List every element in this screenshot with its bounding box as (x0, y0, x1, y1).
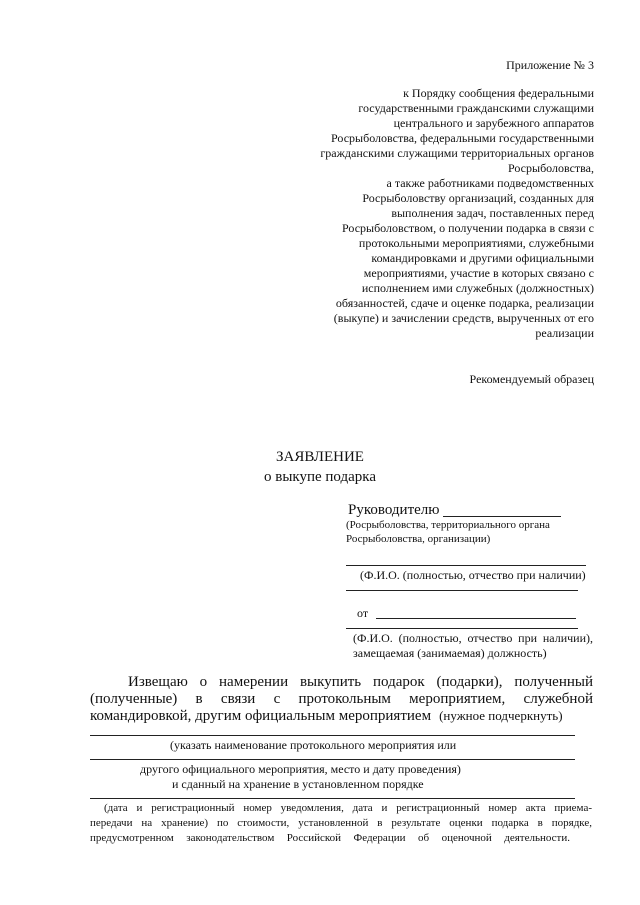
footer-line-2: передачи на хранение) по стоимости, установленной в результате оценки подарка в порядке, (90, 817, 592, 829)
appendix-reference-line: центрального и зарубежного аппаратов (393, 116, 594, 130)
event-input-line-2[interactable] (90, 759, 575, 760)
from-label: от (357, 606, 369, 620)
appendix-reference-line: мероприятиями, участие в которых связано с (363, 266, 594, 280)
appendix-reference-line: к Порядку сообщения федеральными (403, 86, 594, 100)
addressee-hint-2: Росрыболовства, организации) (346, 533, 491, 545)
appendix-reference-line: выполнения задач, поставленных перед (391, 206, 594, 220)
sample-note: Рекомендуемый образец (469, 372, 594, 386)
body-line-3-main: командировкой, другим официальным мероприятием (90, 708, 432, 724)
addressee-input-line[interactable] (443, 516, 561, 517)
fio-position-hint-1: (Ф.И.О. (полностью, отчество при наличии), (353, 631, 593, 645)
body-line-2: (полученные) в связи с протокольным мероприятием, служебной (90, 691, 593, 707)
appendix-reference-line: гражданскими служащими территориальных органов (320, 146, 594, 160)
addressee-hint-1: (Росрыболовства, территориального органа (346, 519, 550, 531)
from-input-line[interactable] (376, 618, 576, 619)
appendix-reference-line: а также работниками подведомственных (386, 176, 594, 190)
appendix-reference-line: протокольными мероприятиями, служебными (358, 236, 594, 250)
from-input-line-2[interactable] (346, 628, 578, 629)
appendix-reference-line: (выкупе) и зачислении средств, вырученных от его (333, 311, 594, 325)
addressee-label: Руководителю (348, 502, 440, 518)
appendix-reference-line: исполнением ими служебных (должностных) (361, 281, 594, 295)
notice-input-line[interactable] (90, 798, 575, 799)
appendix-reference-line: Росрыболовства, федеральными государственными (331, 131, 594, 145)
fio-input-line[interactable] (346, 565, 586, 566)
appendix-reference-line: реализации (535, 326, 594, 340)
fio-position-hint-2: замещаемая (занимаемая) должность) (353, 646, 547, 660)
footer-line-1: (дата и регистрационный номер уведомления, дата и регистрационный номер акта приема- (104, 802, 592, 814)
fio-input-line-2[interactable] (346, 590, 578, 591)
event-hint-3: и сданный на хранение в установленном порядке (172, 777, 424, 791)
body-line-3-note: (нужное подчеркнуть) (439, 708, 563, 723)
appendix-reference-line: государственными гражданскими служащими (358, 101, 594, 115)
appendix-reference-line: Росрыболовства, (508, 161, 594, 175)
event-hint-2: другого официального мероприятия, место и дату проведения) (140, 762, 461, 776)
body-line-1: Извещаю о намерении выкупить подарок (подарки), полученный (128, 674, 593, 690)
appendix-reference-line: Росрыболовством, о получении подарка в связи с (342, 221, 594, 235)
appendix-reference-line: Росрыболовству организаций, созданных для (362, 191, 594, 205)
event-input-line[interactable] (90, 735, 575, 736)
appendix-reference-block (260, 86, 594, 341)
event-hint-1: (указать наименование протокольного мероприятия или (170, 738, 457, 752)
document-subtitle: о выкупе подарка (263, 469, 377, 485)
appendix-reference-line: обязанностей, сдаче и оценке подарка, реализации (335, 296, 594, 310)
appendix-reference-line: командировками и другими официальными (371, 251, 594, 265)
appendix-title: Приложение № 3 (506, 58, 594, 72)
fio-hint: (Ф.И.О. (полностью, отчество при наличии) (360, 568, 586, 582)
body-line-3 (90, 707, 593, 725)
footer-line-3: предусмотренном законодательством Российской Федерации об оценочной деятельности. (90, 832, 570, 844)
document-title: ЗАЯВЛЕНИЕ (276, 449, 364, 465)
